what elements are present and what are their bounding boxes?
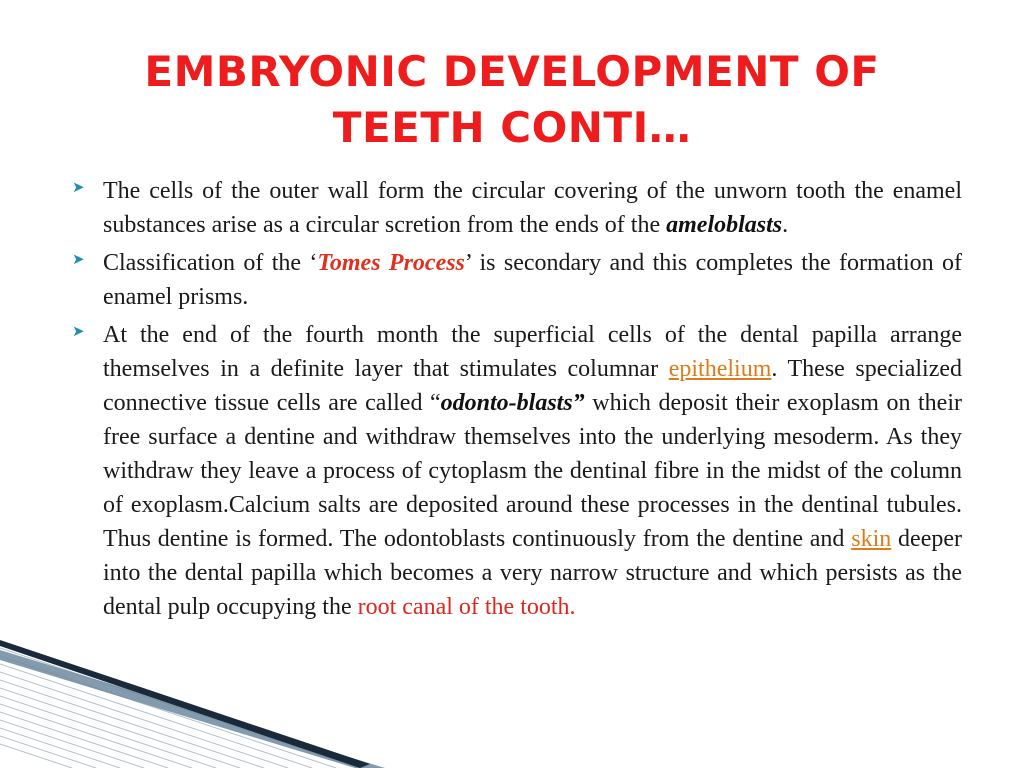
- slide-title: EMBRYONIC DEVELOPMENT OF TEETH CONTI…: [144, 47, 880, 152]
- triangle-bullet-icon: ➤: [72, 250, 85, 268]
- bullet-text: which deposit their exoplasm on their free surface a dentine and withdraw themselves into the underlying mesoderm. As they withdraw they leave a process of cytoplasm the dentinal fibre in the midst of the column of exoplasm.Calcium salts are deposited around these processes in the dentinal tubules. Thus dentine is formed. The odontoblasts continuously from the dentine and: [103, 390, 962, 552]
- bullet-text: . These specialized connective tissue cells are called “: [103, 356, 963, 416]
- bullet-text: .: [782, 212, 789, 238]
- emphasis-term: ameloblasts: [666, 212, 783, 238]
- bullet-list: [72, 174, 962, 628]
- bullet-item: [72, 174, 962, 242]
- triangle-bullet-icon: ➤: [72, 178, 85, 196]
- bullet-text: At the end of the fourth month the superficial cells of the dental papilla arrange themselves in a definite layer that stimulates columnar: [103, 322, 962, 382]
- decorative-corner-stripes: [0, 640, 400, 768]
- skin-link[interactable]: skin: [851, 526, 892, 552]
- bullet-text: The cells of the outer wall form the circular covering of the unworn tooth the enamel substances arise as a circular scretion from the ends of the: [103, 178, 962, 238]
- triangle-bullet-icon: ➤: [72, 322, 85, 340]
- epithelium-link[interactable]: epithelium: [668, 356, 772, 382]
- bullet-item: [72, 318, 962, 624]
- emphasis-term: odonto-blasts”: [440, 390, 585, 416]
- bullet-text: ’ is secondary and this completes the formation of enamel prisms.: [103, 250, 963, 310]
- bullet-item: [72, 246, 962, 314]
- highlighted-text: root canal of the tooth.: [357, 594, 576, 620]
- emphasis-term: Tomes Process: [317, 250, 465, 276]
- bullet-text: Classification of the ‘: [103, 250, 318, 276]
- bullet-text: deeper into the dental papilla which becomes a very narrow structure and which persists as the dental pulp occupying the: [103, 526, 962, 620]
